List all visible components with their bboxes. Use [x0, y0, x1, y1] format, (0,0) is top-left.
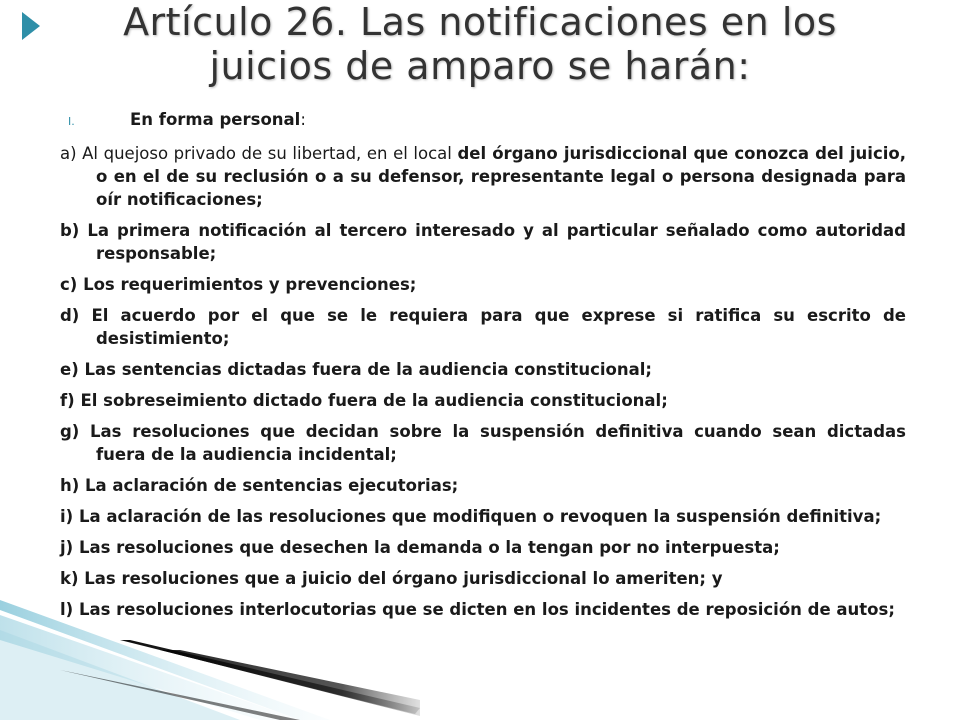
list-item-bold-text: l) Las resoluciones interlocutorias que se dicten en los incidentes de reposición de autos;: [60, 600, 895, 619]
list-item: [60, 598, 906, 621]
list-item-bold-text: g) Las resoluciones que decidan sobre la suspensión definitiva cuando sean dictadas fuera de la audiencia incidental;: [60, 422, 906, 464]
list-item: [60, 567, 906, 590]
list-item: [60, 142, 906, 211]
list-item: [60, 389, 906, 412]
list-item-bold-text: h) La aclaración de sentencias ejecutorias;: [60, 476, 459, 495]
list-item: [60, 474, 906, 497]
slide-title: Artículo 26. Las notificaciones en los juicios de amparo se harán:: [123, 0, 837, 88]
list-item-bold-text: f) El sobreseimiento dictado fuera de la audiencia constitucional;: [60, 391, 668, 410]
triangle-bullet-icon: [22, 12, 40, 40]
list-item: [60, 420, 906, 466]
list-item-bold-text: j) Las resoluciones que desechen la demanda o la tengan por no interpuesta;: [60, 538, 780, 557]
slide-content: [60, 108, 906, 629]
list-item-bold-text: i) La aclaración de las resoluciones que modifiquen o revoquen la suspensión definitiva;: [60, 507, 882, 526]
list-item: [60, 304, 906, 350]
list-item-bold-text: c) Los requerimientos y prevenciones;: [60, 275, 417, 294]
list-item: [60, 358, 906, 381]
list-item: [60, 536, 906, 559]
list-item-normal-text: a) Al quejoso privado de su libertad, en el local: [60, 144, 458, 163]
list-item-bold-text: b) La primera notificación al tercero interesado y al particular señalado como autoridad responsable;: [60, 221, 906, 263]
section-label: En forma personal: [130, 110, 301, 129]
list-item: [60, 505, 906, 528]
list-item: [60, 273, 906, 296]
section-heading: [60, 108, 906, 133]
list-item-bold-text: k) Las resoluciones que a juicio del órgano jurisdiccional lo ameriten; y: [60, 569, 723, 588]
section-label-suffix: :: [300, 110, 306, 129]
items-list: [60, 142, 906, 621]
list-item-bold-text: e) Las sentencias dictadas fuera de la audiencia constitucional;: [60, 360, 652, 379]
section-number: I.: [68, 115, 75, 128]
list-item: [60, 219, 906, 265]
section-label-wrap: [130, 108, 306, 131]
list-item-bold-text: del órgano jurisdiccional que conozca del juicio, o en el de su reclusión o a su defensor, representante legal o persona designada para oír notificaciones;: [96, 144, 906, 209]
list-item-bold-text: d) El acuerdo por el que se le requiera para que exprese si ratifica su escrito de desistimiento;: [60, 306, 906, 348]
